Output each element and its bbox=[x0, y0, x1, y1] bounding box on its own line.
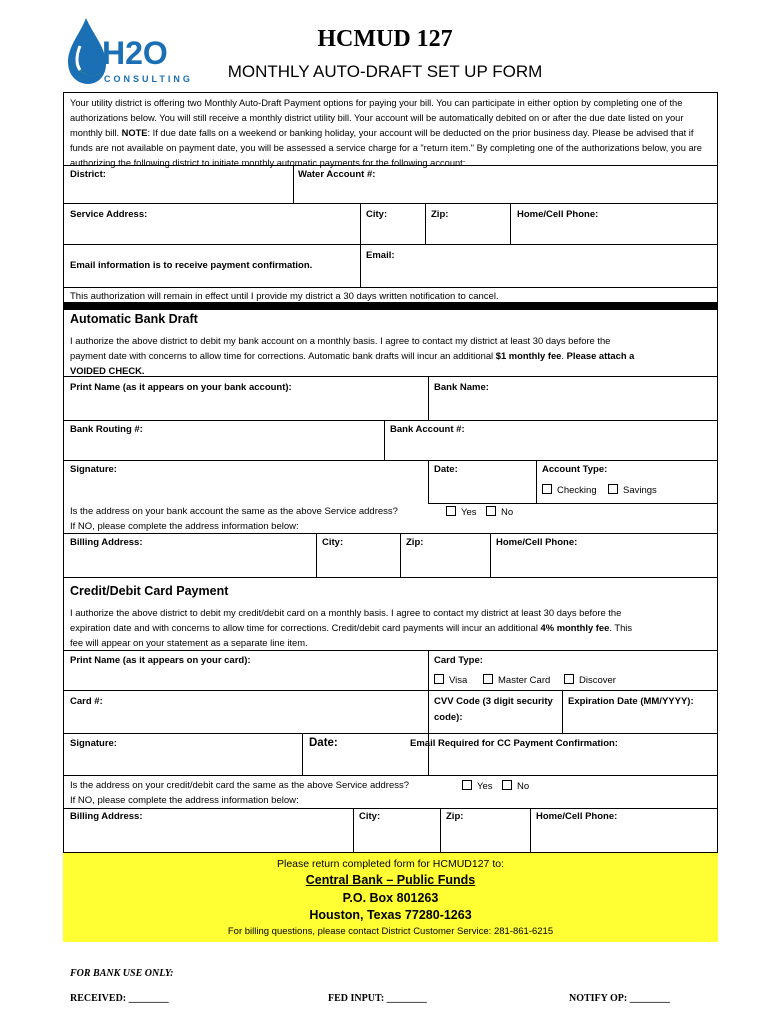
checkbox-icon bbox=[483, 674, 493, 684]
card-date-field[interactable]: Date: bbox=[309, 737, 338, 749]
bank-same-address-question: Is the address on your bank account the same as the above Service address? bbox=[70, 506, 398, 517]
form-title: HCMUD 127 bbox=[317, 26, 453, 52]
return-instructions: Please return completed form for HCMUD127 to: bbox=[276, 858, 504, 870]
mastercard-checkbox[interactable]: Master Card bbox=[483, 674, 550, 686]
checkbox-icon bbox=[502, 780, 512, 790]
checkbox-icon bbox=[564, 674, 574, 684]
card-if-no-note: If NO, please complete the address information below: bbox=[70, 795, 299, 806]
bank-date-field[interactable]: Date: bbox=[434, 464, 458, 475]
bank-draft-heading: Automatic Bank Draft bbox=[70, 312, 198, 326]
fed-input-field[interactable]: FED INPUT: ________ bbox=[328, 993, 427, 1004]
bank-billing-address-field[interactable]: Billing Address: bbox=[70, 537, 143, 548]
notify-op-field[interactable]: NOTIFY OP: ________ bbox=[569, 993, 670, 1004]
account-type-label: Account Type: bbox=[542, 464, 608, 475]
bank-name-field[interactable]: Bank Name: bbox=[434, 382, 489, 393]
bank-no-checkbox[interactable]: No bbox=[486, 506, 513, 518]
return-bank-name: Central Bank – Public Funds bbox=[305, 873, 476, 887]
card-print-name-field[interactable]: Print Name (as it appears on your card): bbox=[70, 655, 251, 666]
cc-email-field[interactable]: Email Required for CC Payment Confirmation: bbox=[410, 738, 618, 749]
form-frame bbox=[63, 92, 718, 942]
card-billing-city-field[interactable]: City: bbox=[359, 811, 381, 822]
service-phone-field[interactable]: Home/Cell Phone: bbox=[517, 209, 599, 220]
return-address-box bbox=[63, 852, 718, 942]
card-billing-phone-field[interactable]: Home/Cell Phone: bbox=[536, 811, 618, 822]
checkbox-icon bbox=[434, 674, 444, 684]
return-po-box: P.O. Box 801263 bbox=[342, 891, 439, 905]
card-no-checkbox[interactable]: No bbox=[502, 780, 529, 792]
district-field[interactable]: District: bbox=[70, 169, 106, 180]
billing-questions-note: For billing questions, please contact District Customer Service: 281-861-6215 bbox=[227, 926, 554, 937]
water-account-field[interactable]: Water Account #: bbox=[298, 169, 376, 180]
savings-checkbox[interactable]: Savings bbox=[608, 484, 657, 496]
section-divider bbox=[63, 302, 718, 310]
bank-use-only-label: FOR BANK USE ONLY: bbox=[70, 968, 174, 979]
email-field[interactable]: Email: bbox=[366, 250, 395, 261]
form-subtitle: MONTHLY AUTO-DRAFT SET UP FORM bbox=[227, 62, 543, 81]
service-zip-field[interactable]: Zip: bbox=[431, 209, 449, 220]
intro-line: monthly bill. NOTE: If due date falls on a weekend or banking holiday, your account will be deducted on the prior business day. Please be advised that if bbox=[70, 128, 694, 138]
checking-checkbox[interactable]: Checking bbox=[542, 484, 597, 496]
discover-checkbox[interactable]: Discover bbox=[564, 674, 616, 686]
intro-line: funds are not available on payment date, you will be assessed a service charge for a "return item." By completing one of the authorizations below, you are bbox=[70, 143, 702, 153]
checkbox-icon bbox=[462, 780, 472, 790]
cvv-field[interactable]: CVV Code (3 digit security bbox=[434, 696, 553, 707]
cvv-field-line2: code): bbox=[434, 712, 463, 723]
bank-routing-field[interactable]: Bank Routing #: bbox=[70, 424, 143, 435]
bank-billing-city-field[interactable]: City: bbox=[322, 537, 344, 548]
bank-billing-phone-field[interactable]: Home/Cell Phone: bbox=[496, 537, 578, 548]
card-same-address-question: Is the address on your credit/debit card the same as the above Service address? bbox=[70, 780, 410, 791]
visa-checkbox[interactable]: Visa bbox=[434, 674, 467, 686]
service-city-field[interactable]: City: bbox=[366, 209, 388, 220]
intro-line: authorizing the following district to initiate monthly automatic payments for the following account: bbox=[70, 158, 466, 168]
bank-billing-zip-field[interactable]: Zip: bbox=[406, 537, 424, 548]
bank-signature-field[interactable]: Signature: bbox=[70, 464, 117, 475]
svg-text:H2O: H2O bbox=[102, 35, 168, 71]
intro-line: Your utility district is offering two Monthly Auto-Draft Payment options for paying your bill. You can participate in either option by completing one of the bbox=[70, 98, 683, 108]
card-billing-address-field[interactable]: Billing Address: bbox=[70, 811, 143, 822]
checkbox-icon bbox=[608, 484, 618, 494]
bank-account-field[interactable]: Bank Account #: bbox=[390, 424, 465, 435]
card-type-label: Card Type: bbox=[434, 655, 483, 666]
card-payment-heading: Credit/Debit Card Payment bbox=[70, 584, 229, 598]
checkbox-icon bbox=[486, 506, 496, 516]
email-info-label: Email information is to receive payment confirmation. bbox=[70, 260, 313, 271]
service-address-field[interactable]: Service Address: bbox=[70, 209, 148, 220]
bank-yes-checkbox[interactable]: Yes bbox=[446, 506, 477, 518]
authorization-note: This authorization will remain in effect until I provide my district a 30 days written notification to cancel. bbox=[70, 291, 499, 302]
bank-draft-paragraph: I authorize the above district to debit my bank account on a monthly basis. I agree to contact my district at least 30 days before the payment date with concerns to allow time for corrections. Automatic bank drafts will incur an additional $1 monthly fee. Please attach a VOIDED CHECK. bbox=[70, 335, 635, 376]
intro-line: authorizations below. You will still receive a monthly district utility bill. Your account will be automatically debited on or after the due date listed on your bbox=[70, 113, 684, 123]
svg-text:CONSULTING: CONSULTING bbox=[104, 74, 192, 84]
card-billing-zip-field[interactable]: Zip: bbox=[446, 811, 464, 822]
checkbox-icon bbox=[542, 484, 552, 494]
card-yes-checkbox[interactable]: Yes bbox=[462, 780, 493, 792]
bank-print-name-field[interactable]: Print Name (as it appears on your bank account): bbox=[70, 382, 292, 393]
card-number-field[interactable]: Card #: bbox=[70, 696, 103, 707]
received-field[interactable]: RECEIVED: ________ bbox=[70, 993, 169, 1004]
card-signature-field[interactable]: Signature: bbox=[70, 738, 117, 749]
intro-paragraph bbox=[70, 96, 712, 171]
bank-if-no-note: If NO, please complete the address information below: bbox=[70, 521, 299, 532]
card-payment-paragraph: I authorize the above district to debit my credit/debit card on a monthly basis. I agree to contact my district at least 30 days before the expiration date and with concerns to allow time for corrections. Credit/debit card payments will incur an additional 4% monthly fee. This fee will appear on your statement as a separate line item. bbox=[70, 607, 633, 648]
return-city: Houston, Texas 77280-1263 bbox=[309, 908, 472, 922]
checkbox-icon bbox=[446, 506, 456, 516]
expiration-date-field[interactable]: Expiration Date (MM/YYYY): bbox=[568, 696, 694, 707]
